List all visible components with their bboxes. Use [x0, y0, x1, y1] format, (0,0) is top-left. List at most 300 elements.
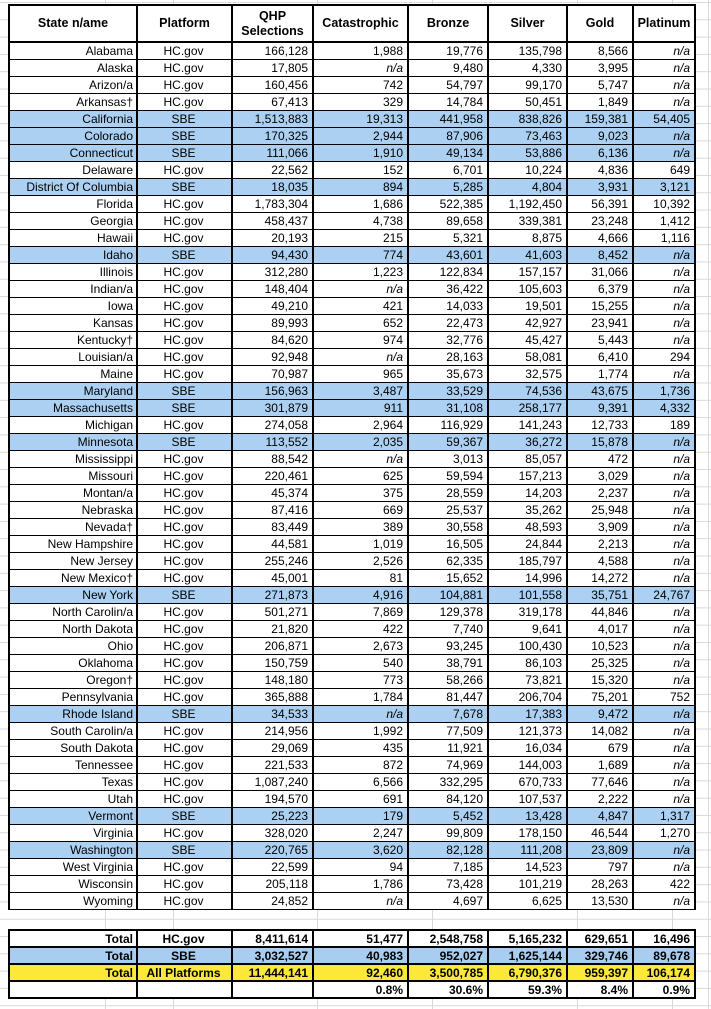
catastrophic-cell[interactable]: 1,223	[313, 264, 408, 281]
platinum-cell[interactable]: 1,270	[633, 825, 695, 842]
percent-platinum-cell[interactable]: 0.9%	[633, 981, 695, 998]
qhp-cell[interactable]: 22,599	[232, 859, 313, 876]
gold-cell[interactable]: 4,017	[567, 621, 633, 638]
catastrophic-cell[interactable]: 375	[313, 485, 408, 502]
bronze-cell[interactable]: 99,809	[408, 825, 488, 842]
silver-cell[interactable]: 8,875	[488, 230, 567, 247]
platform-cell[interactable]: HC.gov	[137, 502, 232, 519]
gold-cell[interactable]: 1,689	[567, 757, 633, 774]
catastrophic-cell[interactable]: n/a	[313, 60, 408, 77]
qhp-cell[interactable]: 25,223	[232, 808, 313, 825]
gold-cell[interactable]: 2,213	[567, 536, 633, 553]
qhp-cell[interactable]: 170,325	[232, 128, 313, 145]
bronze-cell[interactable]: 6,701	[408, 162, 488, 179]
state-cell[interactable]: North Dakota	[9, 621, 137, 638]
qhp-cell[interactable]: 221,533	[232, 757, 313, 774]
catastrophic-cell[interactable]: 4,738	[313, 213, 408, 230]
catastrophic-cell[interactable]: 215	[313, 230, 408, 247]
percent-gold-cell[interactable]: 8.4%	[567, 981, 633, 998]
platinum-cell[interactable]: n/a	[633, 621, 695, 638]
platform-cell[interactable]: All Platforms	[137, 964, 232, 981]
platform-cell[interactable]: HC.gov	[137, 621, 232, 638]
gold-cell[interactable]: 28,263	[567, 876, 633, 893]
qhp-cell[interactable]: 156,963	[232, 383, 313, 400]
bronze-cell[interactable]: 16,505	[408, 536, 488, 553]
catastrophic-cell[interactable]: 2,673	[313, 638, 408, 655]
state-cell[interactable]: Indian/a	[9, 281, 137, 298]
silver-cell[interactable]: 85,057	[488, 451, 567, 468]
header-silver[interactable]: Silver	[488, 5, 567, 42]
qhp-cell[interactable]: 20,193	[232, 230, 313, 247]
platform-cell[interactable]: SBE	[137, 842, 232, 859]
platinum-cell[interactable]: n/a	[633, 757, 695, 774]
platinum-cell[interactable]: n/a	[633, 77, 695, 94]
silver-cell[interactable]: 86,103	[488, 655, 567, 672]
catastrophic-cell[interactable]: 40,983	[313, 947, 408, 964]
percent-silver-cell[interactable]: 59.3%	[488, 981, 567, 998]
platinum-cell[interactable]: n/a	[633, 332, 695, 349]
catastrophic-cell[interactable]: 1,019	[313, 536, 408, 553]
gold-cell[interactable]: 797	[567, 859, 633, 876]
bronze-cell[interactable]: 7,678	[408, 706, 488, 723]
silver-cell[interactable]: 4,330	[488, 60, 567, 77]
silver-cell[interactable]: 14,523	[488, 859, 567, 876]
state-cell[interactable]: Michigan	[9, 417, 137, 434]
state-cell[interactable]: Virginia	[9, 825, 137, 842]
gold-cell[interactable]: 1,849	[567, 94, 633, 111]
platform-cell[interactable]: HC.gov	[137, 332, 232, 349]
platform-cell[interactable]: HC.gov	[137, 570, 232, 587]
platinum-cell[interactable]: n/a	[633, 638, 695, 655]
qhp-cell[interactable]: 150,759	[232, 655, 313, 672]
platform-cell[interactable]: HC.gov	[137, 60, 232, 77]
catastrophic-cell[interactable]: 94	[313, 859, 408, 876]
gold-cell[interactable]: 6,379	[567, 281, 633, 298]
bronze-cell[interactable]: 2,548,758	[408, 930, 488, 947]
silver-cell[interactable]: 339,381	[488, 213, 567, 230]
platform-cell[interactable]: HC.gov	[137, 638, 232, 655]
gold-cell[interactable]: 15,878	[567, 434, 633, 451]
gold-cell[interactable]: 75,201	[567, 689, 633, 706]
bronze-cell[interactable]: 36,422	[408, 281, 488, 298]
gold-cell[interactable]: 4,847	[567, 808, 633, 825]
bronze-cell[interactable]: 25,537	[408, 502, 488, 519]
bronze-cell[interactable]: 77,509	[408, 723, 488, 740]
silver-cell[interactable]: 35,262	[488, 502, 567, 519]
silver-cell[interactable]: 73,821	[488, 672, 567, 689]
bronze-cell[interactable]: 11,921	[408, 740, 488, 757]
silver-cell[interactable]: 5,165,232	[488, 930, 567, 947]
platform-cell[interactable]: SBE	[137, 247, 232, 264]
catastrophic-cell[interactable]: 2,035	[313, 434, 408, 451]
gold-cell[interactable]: 31,066	[567, 264, 633, 281]
platinum-cell[interactable]: n/a	[633, 893, 695, 910]
gold-cell[interactable]: 629,651	[567, 930, 633, 947]
bronze-cell[interactable]: 73,428	[408, 876, 488, 893]
gold-cell[interactable]: 3,995	[567, 60, 633, 77]
catastrophic-cell[interactable]: 152	[313, 162, 408, 179]
gold-cell[interactable]: 25,325	[567, 655, 633, 672]
platinum-cell[interactable]: n/a	[633, 502, 695, 519]
catastrophic-cell[interactable]: 872	[313, 757, 408, 774]
platinum-cell[interactable]: n/a	[633, 604, 695, 621]
qhp-cell[interactable]: 271,873	[232, 587, 313, 604]
bronze-cell[interactable]: 15,652	[408, 570, 488, 587]
state-cell[interactable]: Texas	[9, 774, 137, 791]
gold-cell[interactable]: 13,530	[567, 893, 633, 910]
catastrophic-cell[interactable]: 974	[313, 332, 408, 349]
bronze-cell[interactable]: 28,163	[408, 349, 488, 366]
qhp-cell[interactable]: 194,570	[232, 791, 313, 808]
catastrophic-cell[interactable]: 1,992	[313, 723, 408, 740]
qhp-cell[interactable]: 22,562	[232, 162, 313, 179]
qhp-cell[interactable]: 18,035	[232, 179, 313, 196]
bronze-cell[interactable]: 84,120	[408, 791, 488, 808]
catastrophic-cell[interactable]: 435	[313, 740, 408, 757]
platinum-cell[interactable]: n/a	[633, 60, 695, 77]
catastrophic-cell[interactable]: 19,313	[313, 111, 408, 128]
silver-cell[interactable]: 6,625	[488, 893, 567, 910]
catastrophic-cell[interactable]: 774	[313, 247, 408, 264]
gold-cell[interactable]: 9,391	[567, 400, 633, 417]
bronze-cell[interactable]: 441,958	[408, 111, 488, 128]
gold-cell[interactable]: 14,082	[567, 723, 633, 740]
silver-cell[interactable]: 101,558	[488, 587, 567, 604]
catastrophic-cell[interactable]: 894	[313, 179, 408, 196]
platform-cell[interactable]: HC.gov	[137, 42, 232, 60]
catastrophic-cell[interactable]: 1,910	[313, 145, 408, 162]
silver-cell[interactable]: 206,704	[488, 689, 567, 706]
gold-cell[interactable]: 23,941	[567, 315, 633, 332]
gold-cell[interactable]: 5,747	[567, 77, 633, 94]
catastrophic-cell[interactable]: 2,247	[313, 825, 408, 842]
platform-cell[interactable]: HC.gov	[137, 196, 232, 213]
platinum-cell[interactable]: 3,121	[633, 179, 695, 196]
platinum-cell[interactable]: n/a	[633, 468, 695, 485]
catastrophic-cell[interactable]: 742	[313, 77, 408, 94]
platinum-cell[interactable]: 54,405	[633, 111, 695, 128]
catastrophic-cell[interactable]: 1,786	[313, 876, 408, 893]
catastrophic-cell[interactable]: 421	[313, 298, 408, 315]
platinum-cell[interactable]: 422	[633, 876, 695, 893]
platinum-cell[interactable]: n/a	[633, 655, 695, 672]
platform-cell[interactable]: HC.gov	[137, 315, 232, 332]
bronze-cell[interactable]: 28,559	[408, 485, 488, 502]
header-gold[interactable]: Gold	[567, 5, 633, 42]
qhp-cell[interactable]: 148,180	[232, 672, 313, 689]
platinum-cell[interactable]: n/a	[633, 247, 695, 264]
bronze-cell[interactable]: 93,245	[408, 638, 488, 655]
bronze-cell[interactable]: 87,906	[408, 128, 488, 145]
bronze-cell[interactable]: 14,784	[408, 94, 488, 111]
bronze-cell[interactable]: 19,776	[408, 42, 488, 60]
silver-cell[interactable]: 1,625,144	[488, 947, 567, 964]
qhp-cell[interactable]: 1,513,883	[232, 111, 313, 128]
state-cell[interactable]: Hawaii	[9, 230, 137, 247]
platform-cell[interactable]: SBE	[137, 128, 232, 145]
catastrophic-cell[interactable]: 2,526	[313, 553, 408, 570]
platform-cell[interactable]: SBE	[137, 383, 232, 400]
gold-cell[interactable]: 4,588	[567, 553, 633, 570]
silver-cell[interactable]: 121,373	[488, 723, 567, 740]
qhp-cell[interactable]: 301,879	[232, 400, 313, 417]
silver-cell[interactable]: 178,150	[488, 825, 567, 842]
platform-cell[interactable]: HC.gov	[137, 791, 232, 808]
gold-cell[interactable]: 2,237	[567, 485, 633, 502]
platinum-cell[interactable]: 24,767	[633, 587, 695, 604]
platinum-cell[interactable]: n/a	[633, 264, 695, 281]
state-cell[interactable]: District Of Columbia	[9, 179, 137, 196]
silver-cell[interactable]: 100,430	[488, 638, 567, 655]
platform-cell[interactable]: HC.gov	[137, 349, 232, 366]
catastrophic-cell[interactable]: 652	[313, 315, 408, 332]
bronze-cell[interactable]: 5,285	[408, 179, 488, 196]
platform-cell[interactable]: HC.gov	[137, 723, 232, 740]
catastrophic-cell[interactable]: 625	[313, 468, 408, 485]
platinum-cell[interactable]: n/a	[633, 298, 695, 315]
gold-cell[interactable]: 56,391	[567, 196, 633, 213]
platinum-cell[interactable]: n/a	[633, 42, 695, 60]
platinum-cell[interactable]: n/a	[633, 859, 695, 876]
platinum-cell[interactable]: 1,116	[633, 230, 695, 247]
silver-cell[interactable]: 48,593	[488, 519, 567, 536]
gold-cell[interactable]: 9,472	[567, 706, 633, 723]
gold-cell[interactable]: 329,746	[567, 947, 633, 964]
catastrophic-cell[interactable]: 773	[313, 672, 408, 689]
qhp-cell[interactable]: 83,449	[232, 519, 313, 536]
qhp-cell[interactable]: 1,087,240	[232, 774, 313, 791]
catastrophic-cell[interactable]: 540	[313, 655, 408, 672]
state-cell[interactable]: Idaho	[9, 247, 137, 264]
platform-cell[interactable]: HC.gov	[137, 298, 232, 315]
platinum-cell[interactable]: n/a	[633, 519, 695, 536]
qhp-cell[interactable]: 1,783,304	[232, 196, 313, 213]
qhp-cell[interactable]: 11,444,141	[232, 964, 313, 981]
silver-cell[interactable]: 41,603	[488, 247, 567, 264]
gold-cell[interactable]: 959,397	[567, 964, 633, 981]
silver-cell[interactable]: 157,213	[488, 468, 567, 485]
platinum-cell[interactable]: n/a	[633, 774, 695, 791]
state-cell[interactable]: Florida	[9, 196, 137, 213]
bronze-cell[interactable]: 59,594	[408, 468, 488, 485]
platform-cell[interactable]: HC.gov	[137, 94, 232, 111]
state-cell[interactable]: Oklahoma	[9, 655, 137, 672]
platform-cell[interactable]: SBE	[137, 947, 232, 964]
silver-cell[interactable]: 9,641	[488, 621, 567, 638]
qhp-cell[interactable]: 24,852	[232, 893, 313, 910]
state-cell[interactable]: Iowa	[9, 298, 137, 315]
state-cell[interactable]: Kentucky†	[9, 332, 137, 349]
platinum-cell[interactable]: 10,392	[633, 196, 695, 213]
qhp-cell[interactable]: 501,271	[232, 604, 313, 621]
state-cell[interactable]: Alaska	[9, 60, 137, 77]
bronze-cell[interactable]: 49,134	[408, 145, 488, 162]
silver-cell[interactable]: 10,224	[488, 162, 567, 179]
state-cell[interactable]: Georgia	[9, 213, 137, 230]
catastrophic-cell[interactable]: 3,620	[313, 842, 408, 859]
platinum-cell[interactable]: n/a	[633, 94, 695, 111]
silver-cell[interactable]: 32,575	[488, 366, 567, 383]
silver-cell[interactable]: 50,451	[488, 94, 567, 111]
qhp-cell[interactable]: 17,805	[232, 60, 313, 77]
silver-cell[interactable]: 74,536	[488, 383, 567, 400]
bronze-cell[interactable]: 30,558	[408, 519, 488, 536]
state-cell[interactable]: Utah	[9, 791, 137, 808]
bronze-cell[interactable]: 32,776	[408, 332, 488, 349]
bronze-cell[interactable]: 7,185	[408, 859, 488, 876]
gold-cell[interactable]: 14,272	[567, 570, 633, 587]
state-cell[interactable]: Arizon/a	[9, 77, 137, 94]
state-cell[interactable]: Wyoming	[9, 893, 137, 910]
gold-cell[interactable]: 43,675	[567, 383, 633, 400]
platform-cell[interactable]: HC.gov	[137, 451, 232, 468]
state-cell[interactable]: Rhode Island	[9, 706, 137, 723]
state-cell[interactable]: Colorado	[9, 128, 137, 145]
qhp-cell[interactable]: 34,533	[232, 706, 313, 723]
platform-cell[interactable]: HC.gov	[137, 281, 232, 298]
qhp-cell[interactable]: 45,001	[232, 570, 313, 587]
gold-cell[interactable]: 472	[567, 451, 633, 468]
silver-cell[interactable]: 258,177	[488, 400, 567, 417]
bronze-cell[interactable]: 31,108	[408, 400, 488, 417]
platform-cell[interactable]: HC.gov	[137, 757, 232, 774]
platinum-cell[interactable]: n/a	[633, 145, 695, 162]
bronze-cell[interactable]: 38,791	[408, 655, 488, 672]
state-cell[interactable]: Massachusetts	[9, 400, 137, 417]
state-cell[interactable]: South Dakota	[9, 740, 137, 757]
qhp-cell[interactable]: 45,374	[232, 485, 313, 502]
state-cell[interactable]: Montan/a	[9, 485, 137, 502]
gold-cell[interactable]: 4,836	[567, 162, 633, 179]
header-catastrophic[interactable]: Catastrophic	[313, 5, 408, 42]
platform-cell[interactable]: HC.gov	[137, 859, 232, 876]
silver-cell[interactable]: 58,081	[488, 349, 567, 366]
gold-cell[interactable]: 12,733	[567, 417, 633, 434]
gold-cell[interactable]: 77,646	[567, 774, 633, 791]
gold-cell[interactable]: 25,948	[567, 502, 633, 519]
catastrophic-cell[interactable]: 329	[313, 94, 408, 111]
qhp-cell[interactable]: 84,620	[232, 332, 313, 349]
silver-cell[interactable]: 19,501	[488, 298, 567, 315]
bronze-cell[interactable]: 104,881	[408, 587, 488, 604]
gold-cell[interactable]: 1,774	[567, 366, 633, 383]
platinum-cell[interactable]: n/a	[633, 451, 695, 468]
platform-cell[interactable]: SBE	[137, 434, 232, 451]
platform-cell[interactable]: HC.gov	[137, 264, 232, 281]
qhp-cell[interactable]: 49,210	[232, 298, 313, 315]
platform-cell[interactable]: HC.gov	[137, 604, 232, 621]
bronze-cell[interactable]: 14,033	[408, 298, 488, 315]
platinum-cell[interactable]: n/a	[633, 485, 695, 502]
qhp-cell[interactable]: 214,956	[232, 723, 313, 740]
platinum-cell[interactable]: n/a	[633, 536, 695, 553]
qhp-cell[interactable]: 44,581	[232, 536, 313, 553]
qhp-cell[interactable]: 312,280	[232, 264, 313, 281]
state-cell[interactable]: Nebraska	[9, 502, 137, 519]
silver-cell[interactable]: 1,192,450	[488, 196, 567, 213]
gold-cell[interactable]: 159,381	[567, 111, 633, 128]
qhp-cell[interactable]: 89,993	[232, 315, 313, 332]
silver-cell[interactable]: 144,003	[488, 757, 567, 774]
state-cell[interactable]: Washington	[9, 842, 137, 859]
bronze-cell[interactable]: 7,740	[408, 621, 488, 638]
catastrophic-cell[interactable]: 3,487	[313, 383, 408, 400]
catastrophic-cell[interactable]: 911	[313, 400, 408, 417]
state-cell[interactable]: California	[9, 111, 137, 128]
silver-cell[interactable]: 101,219	[488, 876, 567, 893]
silver-cell[interactable]: 45,427	[488, 332, 567, 349]
qhp-cell[interactable]: 92,948	[232, 349, 313, 366]
platinum-cell[interactable]: n/a	[633, 281, 695, 298]
bronze-cell[interactable]: 81,447	[408, 689, 488, 706]
bronze-cell[interactable]: 33,529	[408, 383, 488, 400]
platinum-cell[interactable]: n/a	[633, 791, 695, 808]
qhp-cell[interactable]: 205,118	[232, 876, 313, 893]
platform-cell[interactable]: HC.gov	[137, 536, 232, 553]
platform-cell[interactable]: HC.gov	[137, 689, 232, 706]
state-cell[interactable]: New York	[9, 587, 137, 604]
silver-cell[interactable]: 185,797	[488, 553, 567, 570]
catastrophic-cell[interactable]: 1,988	[313, 42, 408, 60]
qhp-cell[interactable]: 87,416	[232, 502, 313, 519]
platform-cell[interactable]: HC.gov	[137, 468, 232, 485]
header-platform[interactable]: Platform	[137, 5, 232, 42]
state-cell[interactable]: North Carolin/a	[9, 604, 137, 621]
catastrophic-cell[interactable]: n/a	[313, 706, 408, 723]
gold-cell[interactable]: 15,255	[567, 298, 633, 315]
gold-cell[interactable]: 5,443	[567, 332, 633, 349]
platform-cell[interactable]: HC.gov	[137, 417, 232, 434]
gold-cell[interactable]: 10,523	[567, 638, 633, 655]
bronze-cell[interactable]: 4,697	[408, 893, 488, 910]
platform-cell[interactable]: HC.gov	[137, 519, 232, 536]
platinum-cell[interactable]: n/a	[633, 315, 695, 332]
silver-cell[interactable]: 135,798	[488, 42, 567, 60]
platform-cell[interactable]: SBE	[137, 179, 232, 196]
gold-cell[interactable]: 15,320	[567, 672, 633, 689]
catastrophic-cell[interactable]: 51,477	[313, 930, 408, 947]
platinum-cell[interactable]: 649	[633, 162, 695, 179]
silver-cell[interactable]: 319,178	[488, 604, 567, 621]
platinum-cell[interactable]: n/a	[633, 842, 695, 859]
bronze-cell[interactable]: 54,797	[408, 77, 488, 94]
platinum-cell[interactable]: n/a	[633, 366, 695, 383]
silver-cell[interactable]: 99,170	[488, 77, 567, 94]
silver-cell[interactable]: 107,537	[488, 791, 567, 808]
bronze-cell[interactable]: 82,128	[408, 842, 488, 859]
silver-cell[interactable]: 73,463	[488, 128, 567, 145]
bronze-cell[interactable]: 62,335	[408, 553, 488, 570]
platform-cell[interactable]: HC.gov	[137, 774, 232, 791]
silver-cell[interactable]: 111,208	[488, 842, 567, 859]
platform-cell[interactable]: SBE	[137, 400, 232, 417]
bronze-cell[interactable]: 3,500,785	[408, 964, 488, 981]
silver-cell[interactable]: 53,886	[488, 145, 567, 162]
qhp-cell[interactable]: 70,987	[232, 366, 313, 383]
qhp-cell[interactable]: 166,128	[232, 42, 313, 60]
catastrophic-cell[interactable]: 2,944	[313, 128, 408, 145]
state-cell[interactable]: Oregon†	[9, 672, 137, 689]
catastrophic-cell[interactable]: 389	[313, 519, 408, 536]
silver-cell[interactable]: 157,157	[488, 264, 567, 281]
platinum-cell[interactable]: n/a	[633, 128, 695, 145]
silver-cell[interactable]: 14,203	[488, 485, 567, 502]
platform-cell[interactable]: HC.gov	[137, 655, 232, 672]
catastrophic-cell[interactable]: 7,869	[313, 604, 408, 621]
silver-cell[interactable]: 24,844	[488, 536, 567, 553]
state-cell[interactable]: Missouri	[9, 468, 137, 485]
gold-cell[interactable]: 3,029	[567, 468, 633, 485]
